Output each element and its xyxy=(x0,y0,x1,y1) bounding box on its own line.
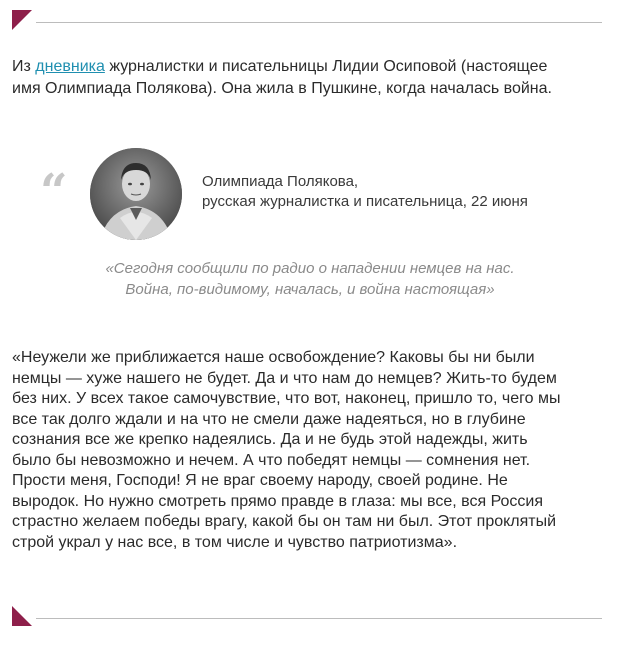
bottom-divider-line xyxy=(36,618,602,619)
excerpt-line: «Неужели же приближается наше освобождение? Каковы бы ни были xyxy=(12,349,535,366)
excerpt-line: сознания все же крепко надеялись. Да и не будь этой надежды, жить xyxy=(12,431,528,448)
intro-paragraph xyxy=(12,56,602,100)
intro-line-1 xyxy=(12,56,602,78)
intro-line1-rest: журналистки и писательницы Лидии Осиповой (настоящее xyxy=(104,58,548,75)
excerpt-line: все так долго ждали и на что не смели даже надеяться, но в глубине xyxy=(12,410,526,428)
top-corner-accent xyxy=(12,10,32,30)
avatar xyxy=(90,148,182,240)
top-divider-line xyxy=(36,22,602,23)
excerpt-line: немцы — хуже нашего не будет. Да и что нам до немцев? Жить-то будем xyxy=(12,369,557,387)
excerpt-line: страстно желаем победы врагу, какой бы он там ни был. Этот проклятый xyxy=(12,513,557,530)
quote-icon: “ xyxy=(40,164,68,220)
pull-quote-line-1: «Сегодня сообщили по радио о нападении немцев на нас. xyxy=(105,260,515,277)
excerpt-line: без них. У всех такое самочувствие, что вот, наконец, пришло то, чего мы xyxy=(12,390,561,407)
excerpt-line: Прости меня, Господи! Я не враг своему народу, своей родине. Не xyxy=(12,472,508,489)
speaker-description: русская журналистка и писательница, 22 июня xyxy=(202,193,528,210)
top-divider xyxy=(12,10,602,30)
speaker-attribution xyxy=(202,172,602,212)
speaker-name: Олимпиада Полякова, xyxy=(202,173,359,190)
intro-prefix: Из xyxy=(12,58,36,75)
excerpt-line: было бы невозможно и нечем. А что победят немцы — сомнения нет. xyxy=(12,451,531,469)
intro-line-2: имя Олимпиада Полякова). Она жила в Пушкине, когда началась война. xyxy=(12,80,552,97)
diary-link[interactable]: дневника xyxy=(35,58,105,75)
bottom-divider xyxy=(12,606,602,626)
pull-quote xyxy=(40,258,580,300)
excerpt-line: выродок. Но нужно смотреть прямо правде в глаза: мы все, вся Россия xyxy=(12,492,544,510)
diary-excerpt xyxy=(12,348,607,553)
pull-quote-line-2: Война, по-видимому, началась, и война настоящая» xyxy=(125,281,495,298)
bottom-corner-accent xyxy=(12,606,32,626)
portrait-photo xyxy=(90,148,182,240)
excerpt-line: строй украл у нас все, в том числе и чувство патриотизма». xyxy=(12,533,458,551)
